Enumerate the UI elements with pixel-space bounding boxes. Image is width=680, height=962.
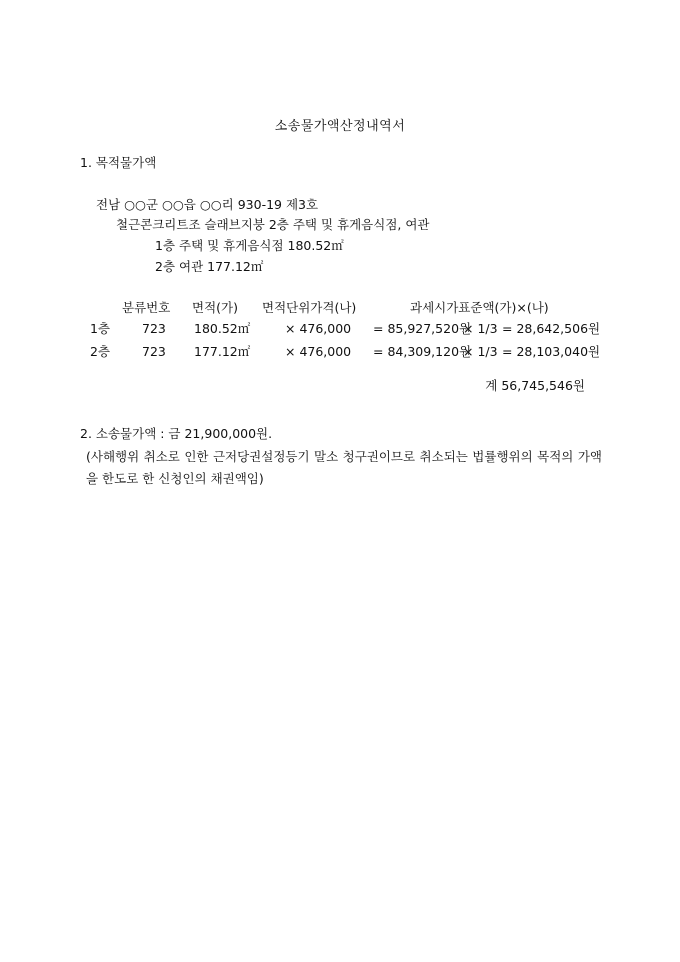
row-product: = 85,927,520원 [373,321,472,336]
row-fraction: × 1/3 [463,321,498,336]
property-description: 철근콘크리트조 슬래브지붕 2층 주택 및 휴게음식점, 여관 [116,217,430,232]
document-title: 소송물가액산정내역서 [274,119,406,134]
row-product: = 84,309,120원 [373,344,472,359]
floor2-description: 2층 여관 177.12㎡ [155,259,264,274]
row-result: = 28,103,040원 [502,344,601,359]
floor1-description: 1층 주택 및 휴게음식점 180.52㎡ [155,238,344,253]
row-floor: 2층 [90,344,111,359]
row-unit-price: × 476,000 [285,321,352,336]
table-header-area: 면적(가) [192,300,238,315]
table-header-standard-value: 과세시가표준액(가)×(나) [410,300,549,315]
property-location: 전남 ○○군 ○○읍 ○○리 930-19 제3호 [96,197,319,212]
section2-note-text: (사해행위 취소로 인한 근저당권설정등기 말소 청구권이므로 취소되는 법률행위의 목적의 가액을 한도로 한 신청인의 채권액임) [86,449,602,486]
section2-heading: 2. 소송물가액 : 금 21,900,000원. [80,426,273,441]
row-code: 723 [142,321,166,336]
section2-note [82,446,602,490]
row-code: 723 [142,344,166,359]
total-amount: 계 56,745,546원 [485,378,585,393]
table-header-code: 분류번호 [122,300,171,315]
section1-heading: 1. 목적물가액 [80,155,157,170]
row-area: 180.52㎡ [194,321,251,336]
row-fraction: × 1/3 [463,344,498,359]
row-floor: 1층 [90,321,111,336]
row-result: = 28,642,506원 [502,321,601,336]
table-header-unit-price: 면적단위가격(나) [262,300,357,315]
row-area: 177.12㎡ [194,344,251,359]
row-unit-price: × 476,000 [285,344,352,359]
